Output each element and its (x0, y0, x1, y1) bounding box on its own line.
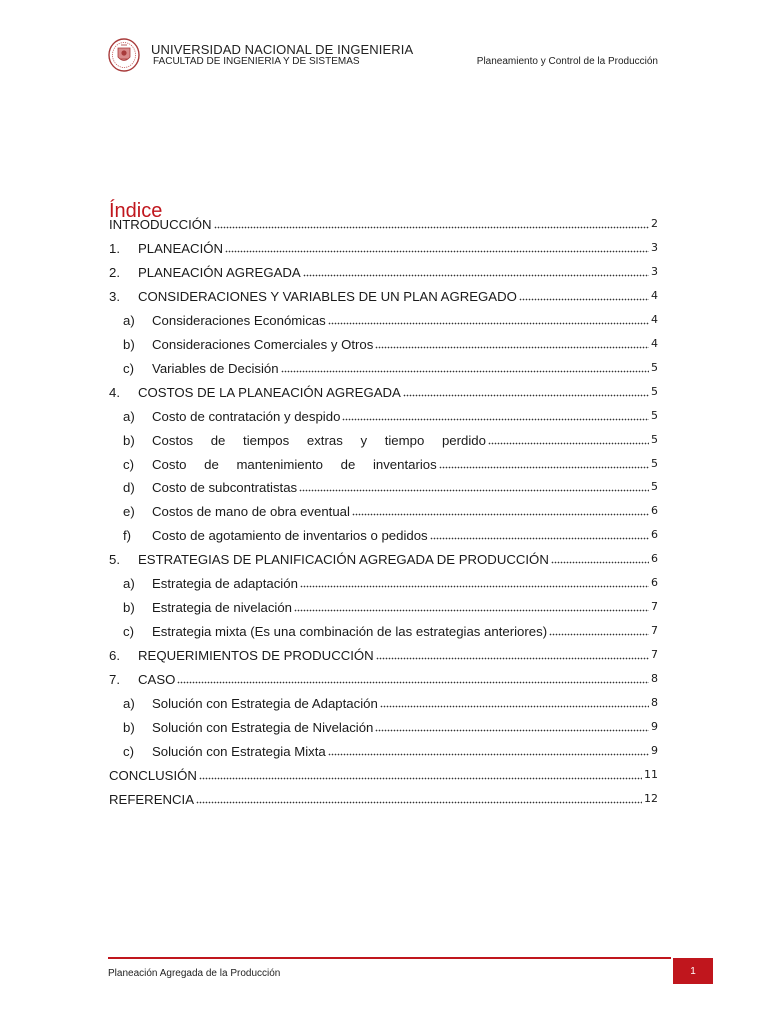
toc-entry-page: 5 (651, 360, 658, 374)
toc-entry-label: REQUERIMIENTOS DE PRODUCCIÓN (138, 648, 374, 664)
toc-entry-label: Consideraciones Comerciales y Otros (152, 336, 374, 352)
toc-entry-number: 5. (109, 552, 120, 568)
toc-entry-label: Costo de subcontratistas (152, 480, 298, 496)
page-number: 1 (690, 965, 696, 977)
toc-entry[interactable] (123, 354, 658, 376)
toc-entry-number: a) (123, 408, 135, 424)
toc-dot-leader (352, 507, 649, 516)
toc-entry-number: d) (123, 480, 135, 496)
toc-entry-number: 7. (109, 672, 120, 688)
toc-dot-leader (214, 220, 649, 229)
toc-entry-number: b) (123, 719, 135, 735)
toc-entry-label: Solución con Estrategia de Adaptación (152, 696, 378, 711)
toc-entry-page: 3 (651, 264, 658, 278)
course-title: Planeamiento y Control de la Producción (476, 56, 658, 67)
toc-entry-label: REFERENCIA (109, 791, 194, 807)
toc-title: Índice (109, 200, 163, 223)
toc-entry[interactable] (123, 306, 658, 328)
toc-entry-page: 9 (651, 743, 658, 757)
toc-entry-page: 6 (651, 528, 658, 542)
toc-entry-page: 8 (651, 672, 658, 686)
toc-entry-label: Solución con Estrategia de Nivelación (152, 719, 374, 735)
toc-entry-number: b) (123, 336, 135, 352)
toc-entry-label: Estrategia mixta (Es una combinación de las estrategias anteriores) (152, 624, 548, 640)
toc-entry-label: Estrategia de nivelación (152, 600, 293, 616)
toc-entry-page: 5 (651, 432, 658, 446)
faculty-name: FACULTAD DE INGENIERIA Y DE SISTEMAS (153, 56, 360, 67)
university-seal-logo (108, 38, 140, 72)
toc-entry-label: Estrategia de adaptación (152, 576, 298, 592)
toc-entry[interactable] (109, 641, 658, 663)
toc-dot-leader (380, 699, 649, 708)
toc-entry-page: 12 (644, 791, 658, 805)
toc-entry-label: ESTRATEGIAS DE PLANIFICACIÓN AGREGADA DE PRODUCCIÓN (138, 552, 549, 568)
toc-entry-number: a) (123, 576, 135, 592)
toc-entry-number: a) (123, 312, 135, 328)
toc-entry-number: c) (123, 360, 134, 376)
toc-entry-number: c) (123, 624, 134, 640)
toc-entry-page: 4 (651, 288, 658, 302)
toc-entry-page: 4 (651, 312, 658, 326)
toc-dot-leader (177, 675, 649, 684)
toc-entry-number: f) (123, 528, 132, 544)
toc-entry[interactable] (123, 593, 658, 615)
toc-entry[interactable] (123, 569, 658, 591)
toc-entry[interactable] (123, 713, 658, 735)
toc-entry[interactable] (123, 617, 658, 639)
toc-entry-page: 5 (651, 384, 658, 398)
toc-entry-page: 8 (651, 696, 658, 709)
toc-entry[interactable] (109, 665, 658, 687)
toc-dot-leader (376, 651, 649, 660)
toc-entry-label: Variables de Decisión (152, 360, 279, 376)
toc-entry-page: 9 (651, 719, 658, 733)
toc-entry[interactable] (109, 545, 658, 567)
toc-entry-page: 4 (651, 336, 658, 350)
toc-entry-page: 7 (651, 648, 658, 662)
toc-entry[interactable] (109, 234, 658, 256)
toc-entry-number: 4. (109, 384, 120, 400)
toc-entry-label: Solución con Estrategia Mixta (152, 743, 326, 759)
toc-entry[interactable] (123, 473, 658, 495)
toc-entry[interactable] (123, 497, 658, 519)
footer-divider (108, 957, 671, 959)
toc-dot-leader (549, 627, 649, 636)
toc-entry[interactable] (123, 402, 658, 424)
toc-entry-label: PLANEACIÓN (138, 240, 224, 256)
toc-entry-number: 6. (109, 648, 120, 664)
toc-entry-number: a) (123, 696, 135, 711)
toc-entry-label: Costo de contratación y despido (152, 408, 341, 424)
toc-entry-label: CONSIDERACIONES Y VARIABLES DE UN PLAN AGREGADO (138, 288, 517, 304)
toc-entry-label: INTRODUCCIÓN (109, 217, 212, 232)
toc-entry-number: b) (123, 432, 135, 448)
toc-entry-number: c) (123, 743, 134, 759)
toc-entry[interactable] (109, 378, 658, 400)
toc-dot-leader (439, 460, 649, 469)
toc-entry-label: Costo de agotamiento de inventarios o pedidos (152, 528, 428, 544)
toc-entry-label: CONCLUSIÓN (109, 767, 197, 783)
toc-dot-leader (551, 555, 649, 564)
toc-dot-leader (303, 268, 649, 277)
toc-dot-leader (519, 292, 649, 301)
toc-entry-page: 5 (651, 480, 658, 494)
toc-entry[interactable] (123, 521, 658, 543)
toc-entry-page: 7 (651, 624, 658, 638)
toc-entry-page: 6 (651, 504, 658, 518)
toc-dot-leader (403, 388, 649, 397)
toc-entry-label: PLANEACIÓN AGREGADA (138, 264, 301, 280)
toc-dot-leader (375, 340, 649, 349)
toc-entry-page: 3 (651, 240, 658, 254)
toc-dot-leader (328, 747, 649, 756)
toc-entry[interactable] (109, 210, 658, 232)
toc-dot-leader (430, 531, 649, 540)
toc-entry-page: 6 (651, 576, 658, 590)
toc-entry[interactable] (109, 785, 658, 807)
toc-entry-page: 6 (651, 552, 658, 566)
toc-entry-label: COSTOS DE LA PLANEACIÓN AGREGADA (138, 384, 401, 400)
toc-entry[interactable] (123, 426, 658, 448)
toc-entry[interactable] (123, 689, 658, 711)
toc-dot-leader (328, 316, 649, 325)
toc-entry[interactable] (123, 737, 658, 759)
toc-dot-leader (375, 723, 649, 732)
toc-entry-number: 1. (109, 240, 120, 256)
toc-dot-leader (299, 483, 649, 492)
footer-document-title: Planeación Agregada de la Producción (108, 968, 281, 979)
toc-entry-page: 5 (651, 408, 658, 422)
toc-dot-leader (300, 579, 649, 588)
university-name: UNIVERSIDAD NACIONAL DE INGENIERIA (151, 42, 414, 57)
toc-dot-leader (342, 412, 649, 421)
toc-dot-leader (488, 436, 649, 445)
toc-dot-leader (196, 795, 642, 804)
toc-entry-page: 2 (651, 217, 658, 230)
toc-entry-number: b) (123, 600, 135, 616)
toc-entry-label: CASO (138, 672, 176, 688)
toc-entry-page: 11 (644, 767, 658, 781)
toc-entry-label: Consideraciones Económicas (152, 312, 326, 328)
toc-entry[interactable] (123, 450, 658, 472)
toc-dot-leader (199, 771, 642, 780)
toc-dot-leader (225, 244, 649, 253)
toc-entry-number: 2. (109, 264, 120, 280)
toc-entry[interactable] (123, 330, 658, 352)
toc-entry[interactable] (109, 258, 658, 280)
toc-entry[interactable] (109, 282, 658, 304)
toc-dot-leader (281, 364, 649, 373)
toc-entry-number: c) (123, 456, 134, 472)
toc-entry-number: 3. (109, 288, 120, 304)
toc-dot-leader (294, 603, 649, 612)
toc-entry-label: Costos de tiempos extras y tiempo perdido (152, 432, 486, 448)
toc-entry-label: Costo de mantenimiento de inventarios (152, 456, 437, 472)
toc-entry[interactable] (109, 761, 658, 783)
toc-entry-page: 7 (651, 600, 658, 614)
toc-entry-page: 5 (651, 456, 658, 470)
toc-entry-number: e) (123, 504, 135, 520)
toc-entry-label: Costos de mano de obra eventual (152, 504, 350, 520)
page-number-badge (673, 958, 713, 984)
